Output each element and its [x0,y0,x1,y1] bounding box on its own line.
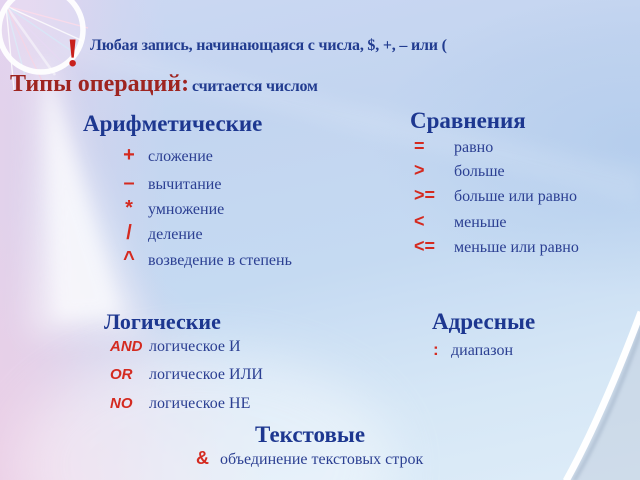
operator-symbol: / [126,222,132,244]
operator-row [414,212,507,232]
operator-symbol: OR [110,366,133,383]
operator-symbol: > [414,160,425,180]
section-title-address: Адресные [432,309,536,334]
operator-symbol: : [433,340,439,359]
section-title-arithmetic: Арифметические [83,111,263,136]
operator-symbol: ^ [123,248,135,270]
light-beam-decoration [15,30,640,480]
operator-label: больше [454,163,505,180]
section-title-comparison: Сравнения [410,108,526,133]
operator-row [414,237,579,257]
operator-label: вычитание [148,176,222,193]
operator-label: возведение в степень [148,252,292,269]
operator-label: меньше или равно [454,239,579,256]
operator-row [414,137,493,157]
operator-row [414,186,577,206]
section-title-logical: Логические [104,309,221,334]
section-title-text: Текстовые [255,422,366,447]
operator-label: логическое ИЛИ [149,366,263,383]
operator-symbol: & [196,448,209,468]
operator-symbol: = [414,136,425,156]
operator-row [119,144,213,166]
operator-label: умножение [148,201,225,218]
operator-symbol: < [414,211,425,231]
operator-row [110,394,250,413]
operator-label: логическое И [149,338,241,355]
exclamation-icon: ! [66,30,80,75]
operator-label: равно [454,139,494,156]
operator-row [119,248,292,270]
operator-label: диапазон [451,342,514,359]
operator-row [433,341,513,360]
operator-label: объединение текстовых строк [220,451,424,468]
swoosh-curve-decoration [566,312,640,480]
warning-line2: считается числом [192,78,318,95]
operator-label: больше или равно [454,188,577,205]
operator-symbol: AND [110,338,143,355]
operator-label: сложение [148,148,213,165]
operator-symbol: + [123,144,135,166]
operator-row [414,161,505,181]
operator-symbol: * [125,197,133,219]
operator-symbol: NO [110,395,133,412]
operator-symbol: – [123,172,135,194]
operator-row [119,222,203,244]
operator-label: логическое НЕ [149,395,251,412]
operator-symbol: <= [414,236,436,256]
operator-row [119,172,221,194]
operator-row [119,197,224,219]
warning-line1: Любая запись, начинающаяся с числа, $, +, – или ( [90,37,447,54]
operator-symbol: >= [414,185,436,205]
operator-label: меньше [454,214,507,231]
operator-label: деление [148,226,203,243]
operator-row [196,449,423,469]
operator-row [110,365,263,384]
operator-row [110,337,241,356]
page-title: Типы операций: [10,71,190,97]
